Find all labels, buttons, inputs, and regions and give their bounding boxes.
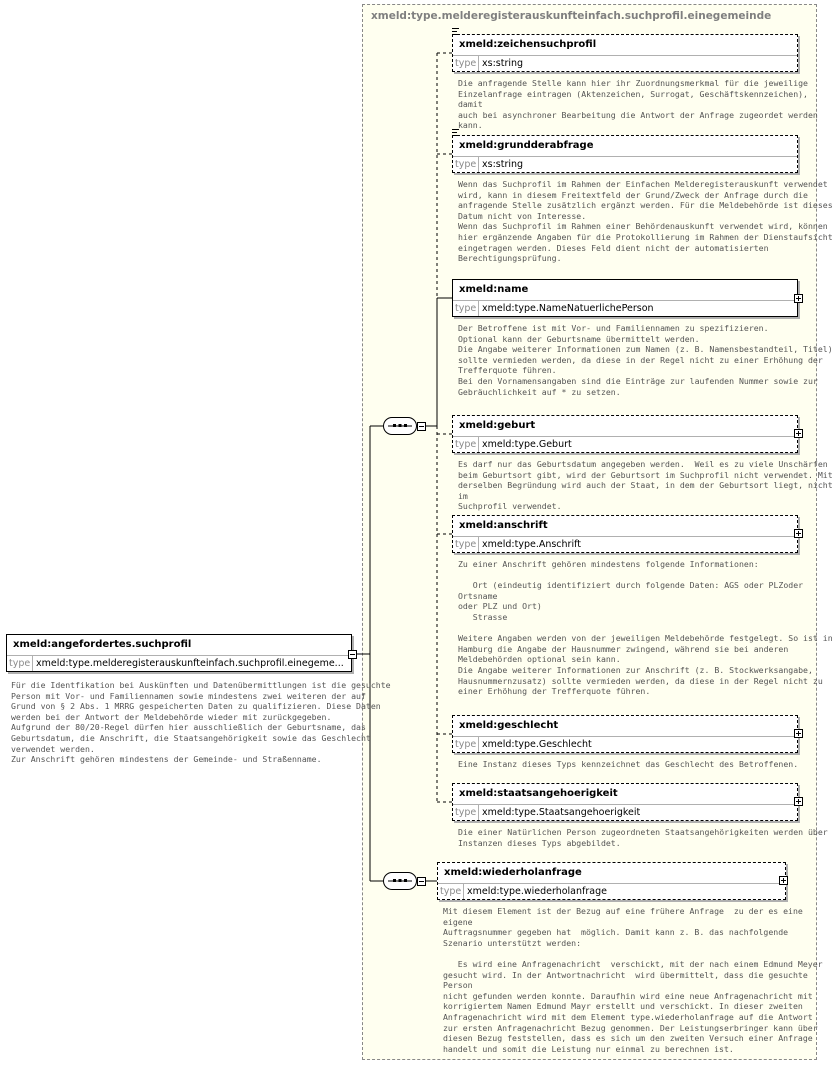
element-type-row [453, 436, 797, 452]
element-geschlecht[interactable] [452, 715, 798, 753]
element-zeichensuchprofil[interactable] [452, 34, 798, 72]
element-type: xs:string [482, 58, 524, 69]
root-element-box[interactable] [6, 634, 352, 672]
element-type: xs:string [482, 159, 524, 170]
element-name: xmeld:name [459, 284, 529, 295]
type-label: type [453, 437, 479, 452]
element-type: xmeld:type.wiederholanfrage [467, 886, 607, 897]
element-name: xmeld:staatsangehoerigkeit [459, 788, 618, 799]
expand-toggle[interactable] [794, 529, 803, 538]
type-label: type [453, 737, 479, 752]
collapse-toggle[interactable] [417, 422, 426, 431]
element-type-row [453, 55, 797, 71]
element-name: xmeld:geburt [459, 420, 536, 431]
element-name: xmeld:anschrift [459, 520, 548, 531]
element-type-row [453, 536, 797, 552]
expand-toggle[interactable] [794, 429, 803, 438]
element-name: xmeld:zeichensuchprofil [459, 39, 597, 50]
sequence-compositor [383, 872, 417, 890]
element-grundderabfrage[interactable] [452, 135, 798, 173]
expand-toggle[interactable] [794, 729, 803, 738]
element-doc: Es darf nur das Geburtsdatum angegeben werden. Weil es zu viele Unschärfen beim Geburtsort gibt, wird der Geburtsort im Suchprofil nicht verwendet. Mit derselben Begründung wird auch der Staat, in dem der Geburtsort liegt, nicht im Suchprofil verwendet. [458, 459, 833, 512]
collapse-toggle[interactable] [348, 650, 357, 659]
type-label: type [453, 301, 479, 316]
element-name: xmeld:grundderabfrage [459, 140, 594, 151]
element-doc: Die einer Natürlichen Person zugeordneten Staatsangehörigkeiten werden über Instanzen dieses Typs abgebildet. [458, 827, 828, 848]
element-doc: Die anfragende Stelle kann hier ihr Zuordnungsmerkmal für die jeweilige Einzelanfrage eintragen (Aktenzeichen, Surrogat, Geschäftskennzeichen), damit auch bei asynchroner Bearbeitung die Antwort der Anfrage zugeordet werden kann. [458, 78, 818, 131]
annotation-icon [452, 129, 459, 136]
element-type: xmeld:type.Geburt [482, 439, 572, 450]
element-type-row [438, 883, 785, 899]
element-type: xmeld:type.NameNatuerlichePerson [482, 303, 654, 314]
annotation-icon [452, 28, 459, 35]
root-element-type-row [7, 655, 351, 671]
element-wiederholanfrage[interactable] [437, 862, 786, 900]
sequence-icon [384, 418, 416, 434]
expand-toggle[interactable] [794, 294, 803, 303]
element-anschrift[interactable] [452, 515, 798, 553]
type-label: type [453, 56, 479, 71]
type-label: type [438, 884, 464, 899]
sequence-icon [384, 873, 416, 889]
type-label: type [453, 537, 479, 552]
type-label: type [7, 656, 33, 671]
element-geburt[interactable] [452, 415, 798, 453]
element-name: xmeld:wiederholanfrage [444, 867, 582, 878]
sequence-compositor [383, 417, 417, 435]
root-element-type: xmeld:type.melderegisterauskunfteinfach.suchprofil.einegeme... [36, 658, 344, 669]
element-type: xmeld:type.Anschrift [482, 539, 581, 550]
element-doc: Der Betroffene ist mit Vor- und Familiennamen zu spezifizieren. Optional kann der Geburtsname übermittelt werden. Die Angabe weiterer Informationen zum Namen (z. B. Namensbestandteil, Titel) sollte vermieden werden, da diese in der Regel nicht zu einer Erhöhung der Trefferquote führen. Bei den Vornamensangaben sind die Einträge zur laufenden Nummer sowie zur Gebräuchlichkeit auf * zu setzen. [458, 323, 833, 397]
element-name: xmeld:geschlecht [459, 720, 559, 731]
collapse-toggle[interactable] [417, 877, 426, 886]
element-type-row [453, 300, 797, 316]
element-doc: Mit diesem Element ist der Bezug auf eine frühere Anfrage zu der es eine eigene Auftragsnummer gegeben hat möglich. Damit kann z. B. das nachfolgende Szenario unterstützt werden: Es wird eine Anfragenachricht verschickt, mit der nach einem Edmund Meyer gesucht wird. In der Antwortnachricht wird übermittelt, dass die gesuchte Person nicht gefunden werden konnte. Daraufhin wird eine neue Anfragenachricht mit korrigiertem Namen Edmund Mayr erstellt und verschickt. In dieser zweiten Anfragenachricht wird mit dem Element type.wiederholanfrage auf die Antwort zur ersten Anfragenachricht Bezug genommen. Der Leistungserbringer kann über diesen Bezug feststellen, dass es sich um den zweiten Versuch einer Anfrage handelt und somit die Leistung nur einmal zu berechnen ist. [443, 906, 823, 1054]
expand-toggle[interactable] [779, 876, 788, 885]
expand-toggle[interactable] [794, 797, 803, 806]
element-type-row [453, 156, 797, 172]
element-type-row [453, 804, 797, 820]
type-label: type [453, 805, 479, 820]
element-doc: Wenn das Suchprofil im Rahmen der Einfachen Melderegisterauskunft verwendet wird, kann in diesem Freitextfeld der Grund/Zweck der Anfrage durch die anfragende Stelle zusätzlich ergänzt werden. Für die Meldebehörde ist dieses Datum nicht von Interesse. Wenn das Suchprofil im Rahmen einer Behördenauskunft verwendet wird, können hier ergänzende Angaben für die Protokollierung im Rahmen der Dienstaufsicht eingetragen werden. Dieses Feld dient nicht der automatisierten Berechtigungsprüfung. [458, 179, 833, 264]
element-doc: Zu einer Anschrift gehören mindestens folgende Informationen: Ort (eindeutig identifiziert durch folgende Daten: AGS oder PLZoder Ortsname oder PLZ und Ort) Strasse Weitere Angaben werden von der jeweiligen Meldebehörde festgelegt. So ist in Hamburg die Angabe der Hausnummer zwingend, während sie bei anderen Meldebehörden optional sein kann. Die Angabe weiterer Informationen zur Anschrift (z. B. Stockwerksangabe, Hausnummernzusatz) sollte vermieden werden, da diese in der Regel nicht zu einer Erhöhung der Trefferquote führen. [458, 559, 833, 697]
element-staatsangehoerigkeit[interactable] [452, 783, 798, 821]
element-type-row [453, 736, 797, 752]
type-label: type [453, 157, 479, 172]
element-type: xmeld:type.Staatsangehoerigkeit [482, 807, 641, 818]
root-element-name: xmeld:angefordertes.suchprofil [13, 639, 192, 650]
element-name-box[interactable] [452, 279, 798, 317]
element-type: xmeld:type.Geschlecht [482, 739, 592, 750]
complex-type-title: xmeld:type.melderegisterauskunfteinfach.suchprofil.einegemeinde [371, 10, 772, 22]
root-element-doc: Für die Identfikation bei Auskünften und Datenübermittlungen ist die gesuchte Person mit Vor- und Familiennamen sowie mindestens zwei weiteren der auf Grund von § 2 Abs. 1 MRRG gespeicherten Daten zu qualifizieren. Diese Daten werden bei der Antwort der Meldebehörde wieder mit zurückgegeben. Aufgrund der 80/20-Regel dürfen hier ausschließlich der Geburtsname, das Geburtsdatum, die Anschrift, die Staatsangehörigkeit sowie das Geschlecht verwendet werden. Zur Anschrift gehören mindestens der Gemeinde- und Straßenname. [11, 680, 391, 765]
element-doc: Eine Instanz dieses Typs kennzeichnet das Geschlecht des Betroffenen. [458, 759, 799, 769]
